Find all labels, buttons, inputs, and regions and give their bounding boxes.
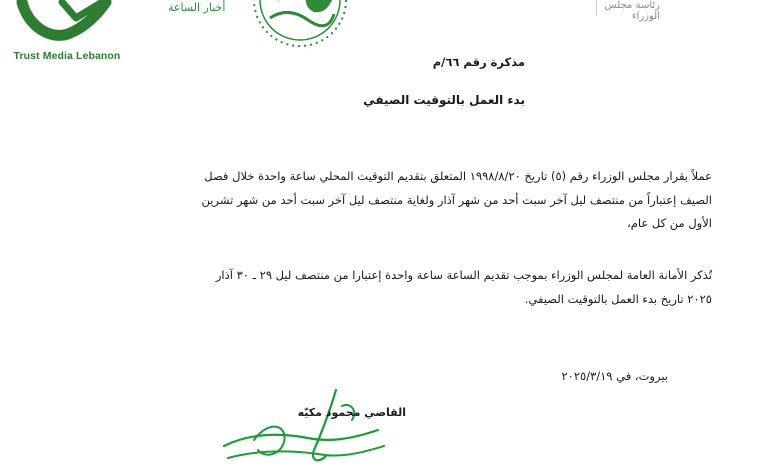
presidency-header: رئاسة مجلس الوزراء	[604, 0, 660, 22]
akhbar-alsaa-wordmark: أخبار الساعة	[168, 1, 226, 14]
memo-title: بدء العمل بالتوقيت الصيفي	[363, 93, 525, 107]
akhbar-alsaa-seal-icon	[248, 0, 352, 52]
memo-number: مذكرة رقم ٦٦/م	[432, 55, 525, 69]
memo-paragraph-1: عملاً بقرار مجلس الوزراء رقم (٥) تاريخ ١٩٩٨/٨/٢٠ المتعلق بتقديم التوقيت المحلي ساعة واحدة خلال فصل الصيف إعتباراً من منتصف ليل آخر سبت أحد من شهر آذار ولغاية منتصف ليل آخر سبت أحد من شهر تشرين الأول من كل عام،	[201, 169, 712, 230]
signature-icon	[218, 380, 388, 470]
place-date: بيروت، في ٢٠٢٥/٣/١٩	[561, 369, 668, 383]
memo-paragraph-2: تُذكر الأمانة العامة لمجلس الوزراء بموجب تقديم الساعة ساعة واحدة إعتبارا من منتصف ليل ٢٩ ـ ٣٠ آذار ٢٠٢٥ تاريخ بدء العمل بالتوقيت الصيفي.	[215, 268, 712, 306]
trust-media-wordmark: Trust Media Lebanon	[13, 50, 121, 62]
signer-name: القاضي محمود مكيّه	[297, 406, 406, 419]
